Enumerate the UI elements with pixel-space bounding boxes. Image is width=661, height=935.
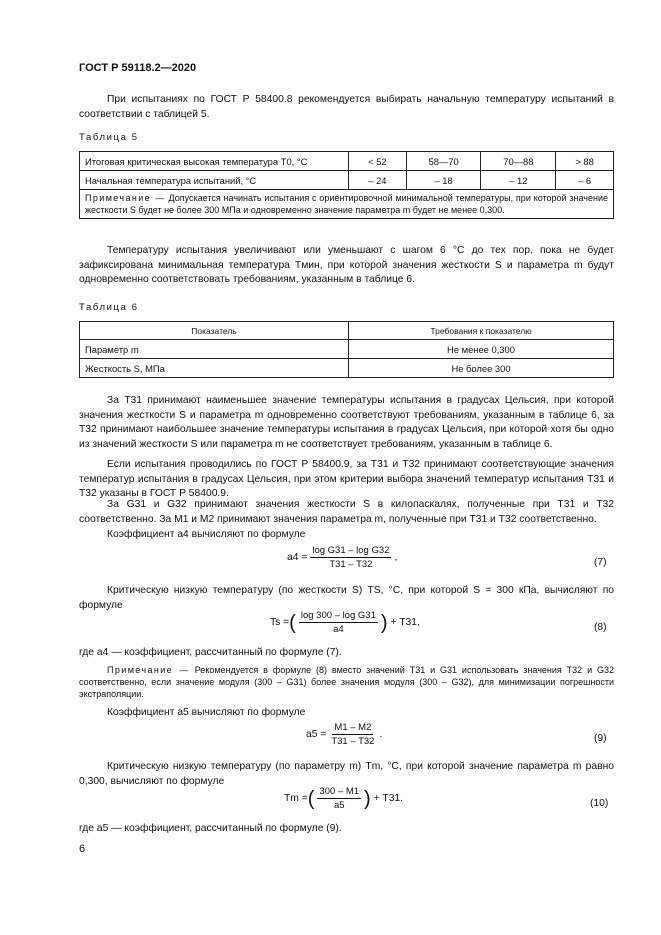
formula10-tail: + T31.: [373, 793, 404, 804]
table5-cell: – 12: [481, 171, 556, 190]
document-header: ГОСТ Р 59118.2—2020: [79, 62, 197, 74]
table5-note-text: Допускается начинать испытания с ориентировочной минимальной температуры, при которой значение жесткости S будет не более 300 МПа и одновременно значение параметра m будет не менее 0,300.: [85, 193, 608, 216]
paragraph-intro: При испытаниях по ГОСТ Р 58400.8 рекомендуется выбирать начальную температуру испытаний в соответствии с таблицей 5.: [79, 94, 614, 120]
table5-note: [80, 190, 614, 219]
table5-cell: – 24: [349, 171, 407, 190]
table6-cell: Не более 300: [349, 359, 614, 378]
paragraph-a5-definition: где a5 — коэффициент, рассчитанный по формуле (9).: [79, 823, 342, 834]
table6-cell: Не менее 0,300: [349, 340, 614, 359]
formula9-tail: .: [379, 729, 383, 740]
table6-header: Показатель: [80, 322, 349, 340]
table6-cell: Жесткость S, МПа: [80, 359, 349, 378]
paragraph-a5: Коэффициент a5 вычисляют по формуле: [107, 707, 306, 718]
table5-row2-label: Начальная температура испытаний, °С: [80, 171, 349, 190]
table5-cell: > 88: [556, 152, 614, 171]
table-6: [79, 321, 614, 378]
table5-cell: – 6: [556, 171, 614, 190]
formula9-denominator: T31 – T32: [331, 736, 375, 747]
formula9-numerator: M1 – M2: [334, 722, 372, 733]
formula7-denominator: T31 – T32: [329, 559, 373, 570]
paragraph-t31: За T31 принимают наименьшее значение температуры испытания в градусах Цельсия, при которой значения жесткости S и параметра m одновременно соответствуют требованиям, указанным в таблице 6, за T32 принимают наибольшее значение температуры испытания в градусах Цельсия, при которой хотя бы одно из значений жесткости S или параметра m не соответствует требованиям, указанным в таблице 6.: [79, 395, 614, 450]
formula7-tail: ,: [394, 552, 398, 563]
formula8-number: (8): [594, 622, 607, 633]
paragraph-a4-definition: где a4 — коэффициент, рассчитанный по формуле (7).: [79, 647, 342, 658]
table5-note-label: Примечание —: [85, 193, 166, 203]
formula10-lhs: Tm =: [284, 793, 308, 804]
formula7-numerator: log G31 – log G32: [312, 545, 390, 556]
paragraph-g-values: За G31 и G32 принимают значения жесткости S в килопаскалях, полученные при T31 и T32 соответственно. За M1 и M2 принимают значения параметра m, полученные при T31 и T32 соответственно.: [79, 499, 614, 525]
note2-text: Рекомендуется в формуле (8) вместо значений T31 и G31 использовать значения T32 и G32 соответственно, если значение модуля (300 – G31) более значения модуля (300 – G32), для минимизации погрешности экстраполяции.: [79, 665, 614, 700]
table5-cell: 70—88: [481, 152, 556, 171]
formula10-number: (10): [590, 798, 609, 809]
formula8-tail: + T31,: [390, 617, 420, 628]
formula8-numerator: log 300 – log G31: [300, 610, 376, 621]
formula9-lhs: a5 =: [306, 729, 327, 740]
formula-9: [306, 722, 382, 747]
table5-cell: < 52: [349, 152, 407, 171]
page-number: 6: [79, 843, 86, 855]
paragraph-temperature-step: Температуру испытания увеличивают или уменьшают с шагом 6 °С до тех пор, пока не будет зафиксирована минимальная температура Tмин, при которой значения жесткости S и параметра m будут одновременно соответствовать требованиям, указанным в таблице 6.: [79, 245, 614, 286]
formula9-number: (9): [594, 733, 607, 744]
paragraph-ts: Критическую низкую температуру (по жесткости S) TS, °С, при которой S = 300 кПа, вычисляют по формуле: [79, 585, 614, 611]
table6-header: Требования к показателю: [349, 322, 614, 340]
table-5: [79, 151, 614, 219]
formula8-lhs: Ts =: [270, 617, 290, 628]
paragraph-gost: Если испытания проводились по ГОСТ Р 58400.9, за T31 и T32 принимают соответствующие значения температур испытания в градусах Цельсия, при этом критерии выбора значений температур испытания T31 и T32 указаны в ГОСТ Р 58400.9.: [79, 459, 614, 500]
formula7-lhs: a4 =: [287, 552, 308, 563]
formula-8: Ts = ( $\frac{\text{log 300 – log G31}}{a4}$ ) + T31,: [270, 610, 420, 635]
table6-caption: Таблица 6: [79, 302, 139, 313]
formula10-denominator: a5: [333, 800, 345, 811]
note2-label: Примечание —: [107, 665, 190, 675]
paragraph-a4: Коэффициент a4 вычисляют по формуле: [107, 529, 306, 540]
note-2: [79, 664, 614, 701]
table6-cell: Параметр m: [80, 340, 349, 359]
paragraph-tm: Критическую низкую температуру (по параметру m) Tm, °С, при которой значение параметра m равно 0,300, вычисляют по формуле: [79, 761, 614, 787]
formula10-numerator: 300 – M1: [319, 786, 360, 797]
formula7-number: (7): [594, 557, 607, 568]
table5-caption: Таблица 5: [79, 132, 139, 143]
formula-10: Tm = ( $\frac{300 - M1}{a5}$ ) + T31.: [284, 786, 404, 811]
formula8-denominator: a4: [333, 624, 344, 635]
formula-7: [287, 545, 397, 570]
table5-cell: 58—70: [406, 152, 481, 171]
table5-row1-label: Итоговая критическая высокая температура T0, °С: [80, 152, 349, 171]
table5-cell: – 18: [406, 171, 481, 190]
